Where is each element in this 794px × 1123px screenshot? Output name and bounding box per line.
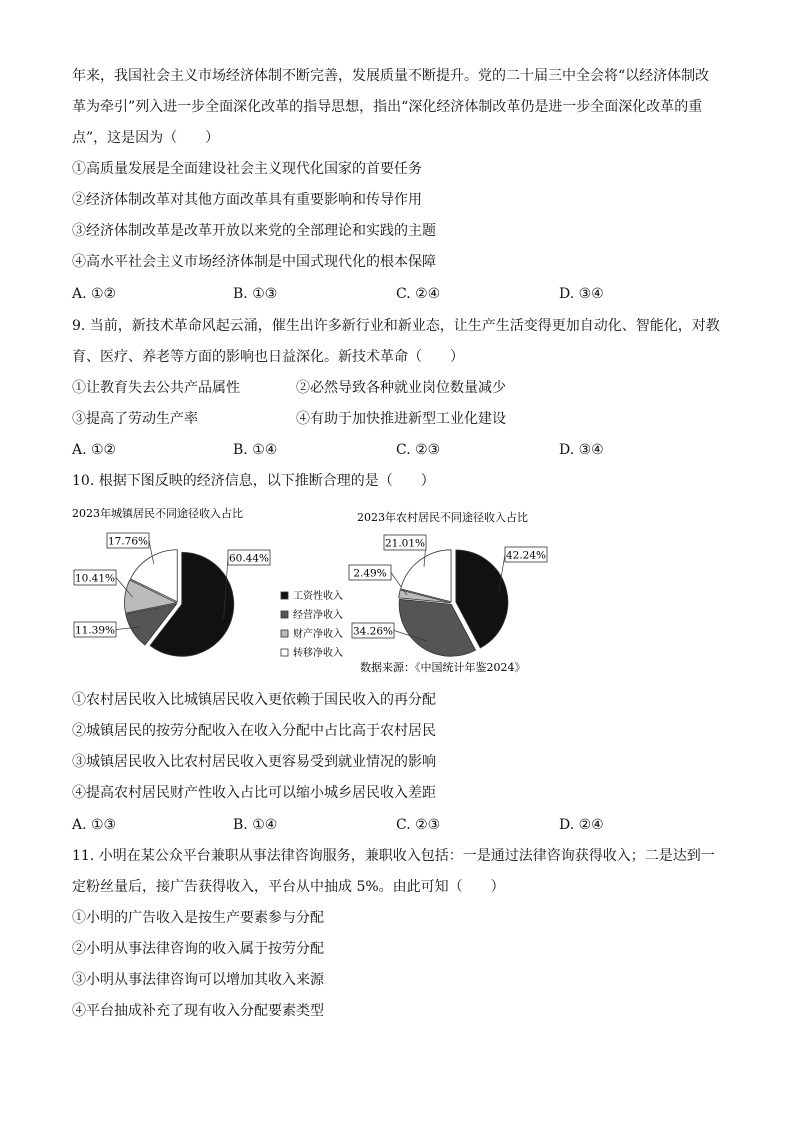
q8-item-4: ④高水平社会主义市场经济体制是中国式现代化的根本保障 (72, 254, 436, 270)
legend-swatch-wage (281, 592, 288, 599)
rural-chart-title: 2023年农村居民不同途径收入占比 (357, 511, 528, 524)
q10-item-4: ④提高农村居民财产性收入占比可以缩小城乡居民收入差距 (72, 785, 436, 801)
q9-item-4: ④有助于加快推进新型工业化建设 (296, 411, 506, 427)
rural-label-property: 2.49% (353, 567, 387, 580)
legend-swatch-business (281, 611, 288, 618)
rural-label-transfer: 21.01% (384, 537, 426, 550)
q9-option-b: B. ①④ (233, 442, 278, 458)
q10-item-1: ①农村居民收入比城镇居民收入更依赖于国民收入的再分配 (72, 692, 436, 708)
q9-option-c: C. ②③ (396, 442, 441, 458)
urban-label-property: 10.41% (74, 572, 116, 585)
q9-item-1: ①让教育失去公共产品属性 (72, 380, 240, 396)
q11-item-3: ③小明从事法律咨询可以增加其收入来源 (72, 972, 324, 988)
legend-label-business: 经营净收入 (293, 610, 343, 621)
q9-item-2: ②必然导致各种就业岗位数量减少 (296, 380, 506, 396)
q11-item-4: ④平台抽成补充了现有收入分配要素类型 (72, 1003, 324, 1019)
q11-item-1: ①小明的广告收入是按生产要素参与分配 (72, 910, 324, 926)
q11-item-2: ②小明从事法律咨询的收入属于按劳分配 (72, 941, 324, 957)
legend-label-wage: 工资性收入 (293, 591, 343, 602)
legend-label-transfer: 转移净收入 (293, 648, 343, 659)
q8-option-c: C. ②④ (396, 286, 441, 302)
q10-option-b: B. ①④ (233, 817, 278, 833)
q8-stem-line-1: 年来，我国社会主义市场经济体制不断完善，发展质量不断提升。党的二十届三中全会将“以经济体制改 (72, 68, 710, 84)
data-source-note: 数据来源：《中国统计年鉴2024》 (360, 661, 526, 674)
urban-chart-title: 2023年城镇居民不同途径收入占比 (72, 507, 243, 520)
legend-swatch-property (281, 630, 288, 637)
q9-item-3: ③提高了劳动生产率 (72, 411, 198, 427)
legend-label-property: 财产净收入 (293, 629, 343, 640)
q11-stem-line-1: 11. 小明在某公众平台兼职从事法律咨询服务，兼职收入包括：一是通过法律咨询获得收入；二是达到一 (72, 848, 715, 864)
q9-stem-line-2: 育、医疗、养老等方面的影响也日益深化。新技术革命（ ） (72, 349, 464, 365)
legend-swatch-transfer (281, 649, 288, 656)
q8-option-b: B. ①③ (233, 286, 278, 302)
urban-pie (74, 533, 270, 656)
urban-label-business: 11.39% (74, 624, 116, 637)
q8-item-2: ②经济体制改革对其他方面改革具有重要影响和传导作用 (72, 192, 422, 208)
q9-option-a: A. ①② (72, 442, 117, 458)
rural-pie (349, 535, 547, 656)
q8-option-a: A. ①② (72, 286, 117, 302)
q8-stem-line-2: 革为牵引”列入进一步全面深化改革的指导思想，指出“深化经济体制改革仍是进一步全面深化改革的重 (72, 99, 703, 115)
q9-stem-line-1: 9. 当前，新技术革命风起云涌，催生出许多新行业和新业态，让生产生活变得更加自动化、智能化，对教 (72, 318, 720, 334)
q8-item-1: ①高质量发展是全面建设社会主义现代化国家的首要任务 (72, 161, 422, 177)
q10-option-a: A. ①③ (72, 817, 117, 833)
q10-option-d: D. ②④ (559, 817, 604, 833)
q10-item-2: ②城镇居民的按劳分配收入在收入分配中占比高于农村居民 (72, 723, 436, 739)
urban-label-transfer: 17.76% (107, 535, 149, 548)
chart-legend (281, 589, 343, 659)
q10-item-3: ③城镇居民收入比农村居民收入更容易受到就业情况的影响 (72, 754, 436, 770)
q11-stem-line-2: 定粉丝量后，接广告获得收入，平台从中抽成 5%。由此可知（ ） (72, 879, 505, 895)
q8-item-3: ③经济体制改革是改革开放以来党的全部理论和实践的主题 (72, 223, 436, 239)
rural-label-business: 34.26% (352, 625, 394, 638)
rural-label-wage: 42.24% (505, 549, 547, 562)
urban-label-wage: 60.44% (228, 552, 270, 565)
q10-stem: 10. 根据下图反映的经济信息，以下推断合理的是（ ） (72, 473, 435, 489)
q9-option-d: D. ③④ (559, 442, 604, 458)
q10-option-c: C. ②③ (396, 817, 441, 833)
q8-stem-line-3: 点”，这是因为（ ） (72, 130, 220, 146)
q8-option-d: D. ③④ (559, 286, 604, 302)
